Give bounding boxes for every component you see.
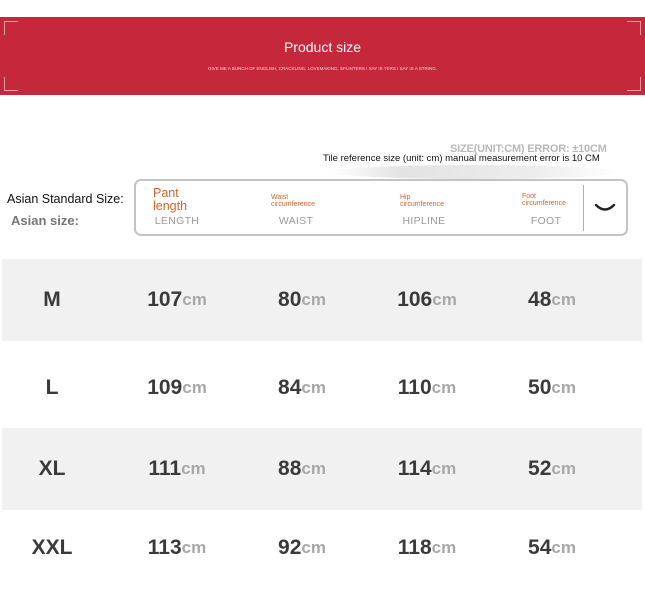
tile-reference-note: Tile reference size (unit: cm) manual measurement error is 10 CM: [323, 153, 600, 164]
foot-value: 54: [528, 536, 552, 559]
banner-title: Product size: [283, 39, 362, 55]
header-foot-label: Foot circumference: [522, 193, 566, 207]
foot-cell: [502, 507, 602, 589]
header-waist-en: WAIST: [278, 215, 314, 227]
unit-label: cm: [432, 290, 457, 309]
foot-value: 50: [528, 376, 552, 399]
brush-stroke-decoration: [330, 165, 620, 179]
waist-cell: [252, 428, 352, 510]
banner-corner-ornament: [627, 21, 641, 35]
size-cell: XXL: [31, 536, 73, 559]
size-cell: XL: [38, 457, 66, 480]
unit-label: cm: [301, 538, 326, 557]
hip-value: 114: [397, 457, 432, 480]
length-cell: [127, 428, 227, 510]
length-value: 107: [147, 288, 183, 311]
waist-cell: [252, 507, 352, 589]
banner-corner-ornament: [4, 77, 18, 91]
unit-label: cm: [301, 290, 326, 309]
size-cell: L: [45, 376, 59, 399]
hip-cell: [377, 259, 477, 341]
header-hip-en: HIPLINE: [402, 215, 446, 227]
header-hip-label: Hip circumference: [400, 194, 444, 208]
unit-label: cm: [551, 538, 576, 557]
foot-cell: [502, 428, 602, 510]
foot-value: 48: [528, 288, 552, 311]
unit-label: cm: [431, 538, 457, 557]
banner-subtitle: GIVE ME A BUNCH OF ENGLISH, CRACKLING, LOVEMAKING, SPLINTERS I SAY IS TERS I SAY IS A STRING.: [208, 66, 437, 71]
unit-label: cm: [182, 290, 207, 309]
table-row: [2, 347, 642, 429]
length-cell: [127, 507, 227, 589]
foot-value: 52: [528, 457, 552, 480]
hip-cell: [377, 428, 477, 510]
waist-value: 80: [278, 288, 302, 311]
waist-value: 88: [278, 457, 302, 480]
unit-label: cm: [182, 378, 207, 397]
banner-corner-ornament: [4, 21, 18, 35]
header-waist: [256, 181, 336, 234]
table-row: [2, 428, 642, 510]
asian-size-label: Asian size:: [11, 213, 79, 228]
table-row: [2, 259, 642, 341]
unit-label: cm: [551, 290, 576, 309]
chevron-down-icon[interactable]: [593, 201, 617, 215]
length-cell: [127, 347, 227, 429]
hip-cell: [377, 347, 477, 429]
unit-label: cm: [301, 459, 326, 478]
header-hip: [384, 181, 464, 234]
banner-corner-ornament: [627, 77, 641, 91]
hip-cell: [377, 507, 477, 589]
waist-cell: [252, 347, 352, 429]
waist-cell: [252, 259, 352, 341]
foot-cell: [502, 347, 602, 429]
waist-value: 92: [278, 536, 302, 559]
length-value: 113: [147, 536, 182, 559]
asian-standard-size-label: Asian Standard Size:: [7, 192, 124, 206]
table-row: [2, 507, 642, 589]
header-foot: [506, 181, 586, 234]
header-length: [136, 181, 218, 234]
unit-label: cm: [551, 459, 576, 478]
unit-label: cm: [181, 459, 206, 478]
header-length-label: Pant length: [153, 186, 188, 213]
unit-label: cm: [301, 378, 326, 397]
header-foot-en: FOOT: [530, 215, 562, 227]
header-divider: [583, 185, 584, 231]
waist-value: 84: [278, 376, 302, 399]
foot-cell: [502, 259, 602, 341]
length-cell: [127, 259, 227, 341]
unit-label: cm: [431, 378, 457, 397]
header-length-en: LENGTH: [154, 215, 200, 227]
unit-label: cm: [551, 378, 576, 397]
size-table-header: [134, 179, 628, 236]
length-value: 111: [148, 457, 182, 480]
hip-value: 118: [397, 536, 432, 559]
size-unit-note: SIZE(UNIT:CM) ERROR: ±10CM: [450, 143, 607, 155]
unit-label: cm: [181, 538, 207, 557]
hip-value: 110: [397, 376, 432, 399]
size-cell: M: [43, 288, 61, 311]
product-size-banner: [0, 17, 645, 95]
header-waist-label: Waist circumference: [271, 194, 315, 208]
unit-label: cm: [431, 459, 457, 478]
length-value: 109: [147, 376, 183, 399]
hip-value: 106: [397, 288, 433, 311]
